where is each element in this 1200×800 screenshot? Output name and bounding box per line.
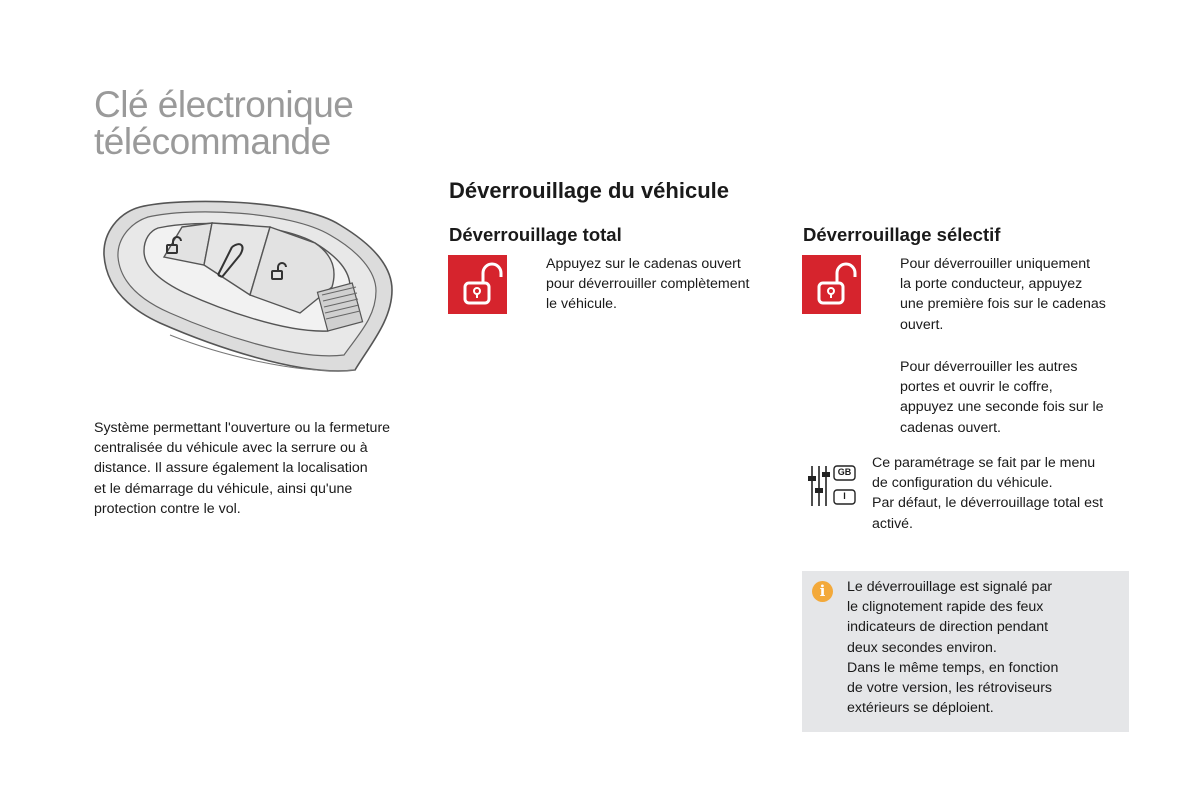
selective-bullet2-line: Pour déverrouiller les autres bbox=[900, 359, 1078, 375]
selective-bullet2-line: cadenas ouvert. bbox=[900, 419, 1001, 436]
info-icon: i bbox=[812, 581, 833, 602]
info-line: extérieurs se déploient. bbox=[847, 700, 994, 717]
intro-paragraph bbox=[94, 418, 434, 519]
total-line: pour déverrouiller complètement bbox=[546, 276, 750, 293]
selective-bullet2 bbox=[900, 357, 1140, 438]
total-heading: Déverrouillage total bbox=[449, 224, 622, 245]
config-line: de configuration du véhicule. bbox=[872, 475, 1053, 492]
total-line: le véhicule. bbox=[546, 296, 617, 313]
padlock-open-icon bbox=[448, 255, 507, 314]
selective-heading: Déverrouillage sélectif bbox=[803, 224, 1001, 245]
selective-bullet2-line: portes et ouvrir le coffre, bbox=[900, 379, 1053, 396]
intro-line: et le démarrage du véhicule, ainsi qu'une bbox=[94, 480, 353, 497]
page-title-line1: Clé électronique bbox=[94, 84, 354, 125]
info-line: deux secondes environ. bbox=[847, 639, 997, 656]
config-line: Par défaut, le déverrouillage total est bbox=[872, 495, 1104, 512]
intro-line: centralisée du véhicule avec la serrure ou à bbox=[94, 440, 368, 457]
padlock-open-icon bbox=[802, 255, 861, 314]
intro-line: Système permettant l'ouverture ou la fermeture bbox=[94, 420, 391, 436]
selective-bullet1-line: Pour déverrouiller uniquement bbox=[900, 256, 1091, 272]
config-line: Ce paramétrage se fait par le menu bbox=[872, 455, 1096, 471]
key-fob-illustration bbox=[100, 195, 400, 380]
selective-bullet1-line: la porte conducteur, appuyez bbox=[900, 276, 1083, 293]
info-line: indicateurs de direction pendant bbox=[847, 619, 1049, 636]
selective-bullet1-line: ouvert. bbox=[900, 316, 944, 333]
config-text bbox=[872, 453, 1142, 534]
config-line: activé. bbox=[872, 515, 914, 532]
total-line: Appuyez sur le cadenas ouvert bbox=[546, 256, 741, 272]
settings-sliders-icon bbox=[806, 462, 858, 510]
page-title bbox=[94, 86, 424, 160]
info-text bbox=[847, 577, 1117, 718]
intro-line: distance. Il assure également la localisation bbox=[94, 460, 368, 477]
info-line: Dans le même temps, en fonction bbox=[847, 659, 1059, 676]
selective-bullet1 bbox=[900, 254, 1140, 335]
page-title-line2: télécommande bbox=[94, 121, 331, 162]
section-heading: Déverrouillage du véhicule bbox=[449, 178, 729, 203]
intro-line: protection contre le vol. bbox=[94, 500, 241, 517]
info-line: de votre version, les rétroviseurs bbox=[847, 680, 1053, 697]
selective-bullet2-line: appuyez une seconde fois sur le bbox=[900, 399, 1104, 416]
config-icon-label-bottom: I bbox=[843, 491, 846, 501]
info-line: Le déverrouillage est signalé par bbox=[847, 579, 1053, 595]
info-line: le clignotement rapide des feux bbox=[847, 599, 1044, 616]
selective-bullet1-line: une première fois sur le cadenas bbox=[900, 296, 1106, 313]
config-icon-label-top: GB bbox=[837, 467, 852, 477]
total-text bbox=[546, 254, 786, 315]
